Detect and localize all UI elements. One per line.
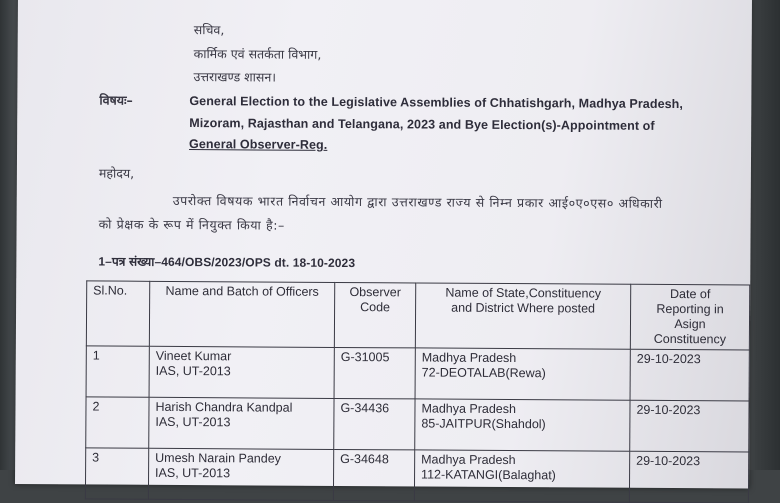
row-constituency: 72-DEOTALAB(Rewa): [421, 365, 546, 381]
table-row: [86, 346, 749, 401]
row-officer: [149, 346, 334, 398]
row-place: [415, 348, 630, 400]
header-code: [334, 282, 415, 347]
header-sl: Sl.No.: [86, 281, 149, 346]
row-date: 29-10-2023: [630, 400, 749, 452]
row-constituency: 85-JAITPUR(Shahdol): [421, 416, 546, 432]
row-constituency: 112-KATANGI(Balaghat): [421, 467, 556, 483]
row-place: [414, 450, 629, 502]
row-sl: 2: [86, 397, 149, 448]
subject-line-1: General Election to the Legislative Assemblies of Chhatishgarh, Madhya Pradesh,: [189, 94, 684, 112]
row-code: G-34648: [333, 449, 414, 500]
header-place-line-1: Name of State,Constituency: [445, 285, 602, 301]
officer-name: Harish Chandra Kandpal: [155, 399, 293, 415]
header-place-line-2: and District Where posted: [451, 300, 596, 316]
row-state: Madhya Pradesh: [421, 401, 517, 417]
addressee-line-2: कार्मिक एवं सतर्कता विभाग,: [193, 46, 322, 62]
row-state: Madhya Pradesh: [421, 350, 517, 366]
header-name: Name and Batch of Officers: [149, 281, 334, 347]
row-place: [415, 399, 630, 451]
table-row: [86, 397, 749, 452]
row-date: 29-10-2023: [630, 349, 749, 401]
officer-name: Umesh Narain Pandey: [155, 450, 281, 466]
subject-line-2: Mizoram, Rajasthan and Telangana, 2023 and Bye Election(s)-Appointment of: [189, 116, 655, 133]
header-code-line-1: Observer: [349, 285, 401, 300]
officer-batch: IAS, UT-2013: [155, 363, 231, 379]
row-sl: 3: [85, 448, 148, 499]
table-header-row: [86, 281, 749, 350]
body-line-1: उपरोक्त विषयक भारत निर्वाचन आयोग द्वारा उत्तराखण्ड राज्य से निम्न प्रकार आई०ए०एस० अधिकारी: [172, 192, 663, 211]
subject-label: विषयः–: [99, 92, 133, 108]
subject-underlined: General Observer-Reg.: [189, 137, 328, 152]
row-code: G-34436: [334, 398, 415, 449]
header-date-line-2: Reporting in: [656, 301, 724, 317]
officer-batch: IAS, UT-2013: [155, 465, 231, 481]
body-line-2: को प्रेक्षक के रूप में नियुक्त किया है:–: [98, 216, 285, 233]
salutation: महोदय,: [98, 165, 135, 181]
reference-number: 1–पत्र संख्या–464/OBS/2023/OPS dt. 18-10-2023: [98, 254, 356, 271]
addressee-line-3: उत्तराखण्ड शासन।: [193, 69, 277, 85]
header-date: [630, 284, 749, 350]
row-sl: 1: [86, 346, 149, 397]
header-code-line-2: Code: [360, 300, 391, 315]
officer-name: Vineet Kumar: [155, 348, 232, 364]
officer-batch: IAS, UT-2013: [155, 414, 231, 430]
row-date: 29-10-2023: [629, 451, 748, 503]
row-officer: [148, 448, 333, 500]
header-place: [415, 283, 630, 349]
table-row: [85, 448, 748, 503]
row-state: Madhya Pradesh: [421, 452, 516, 468]
addressee-line-1: सचिव,: [193, 22, 225, 38]
header-date-line-4: Constituency: [653, 331, 727, 347]
row-code: G-31005: [334, 347, 415, 398]
row-officer: [149, 397, 334, 449]
header-date-line-1: Date of: [669, 286, 711, 302]
header-date-line-3: Asign: [674, 317, 706, 332]
letter-page: [15, 0, 752, 488]
